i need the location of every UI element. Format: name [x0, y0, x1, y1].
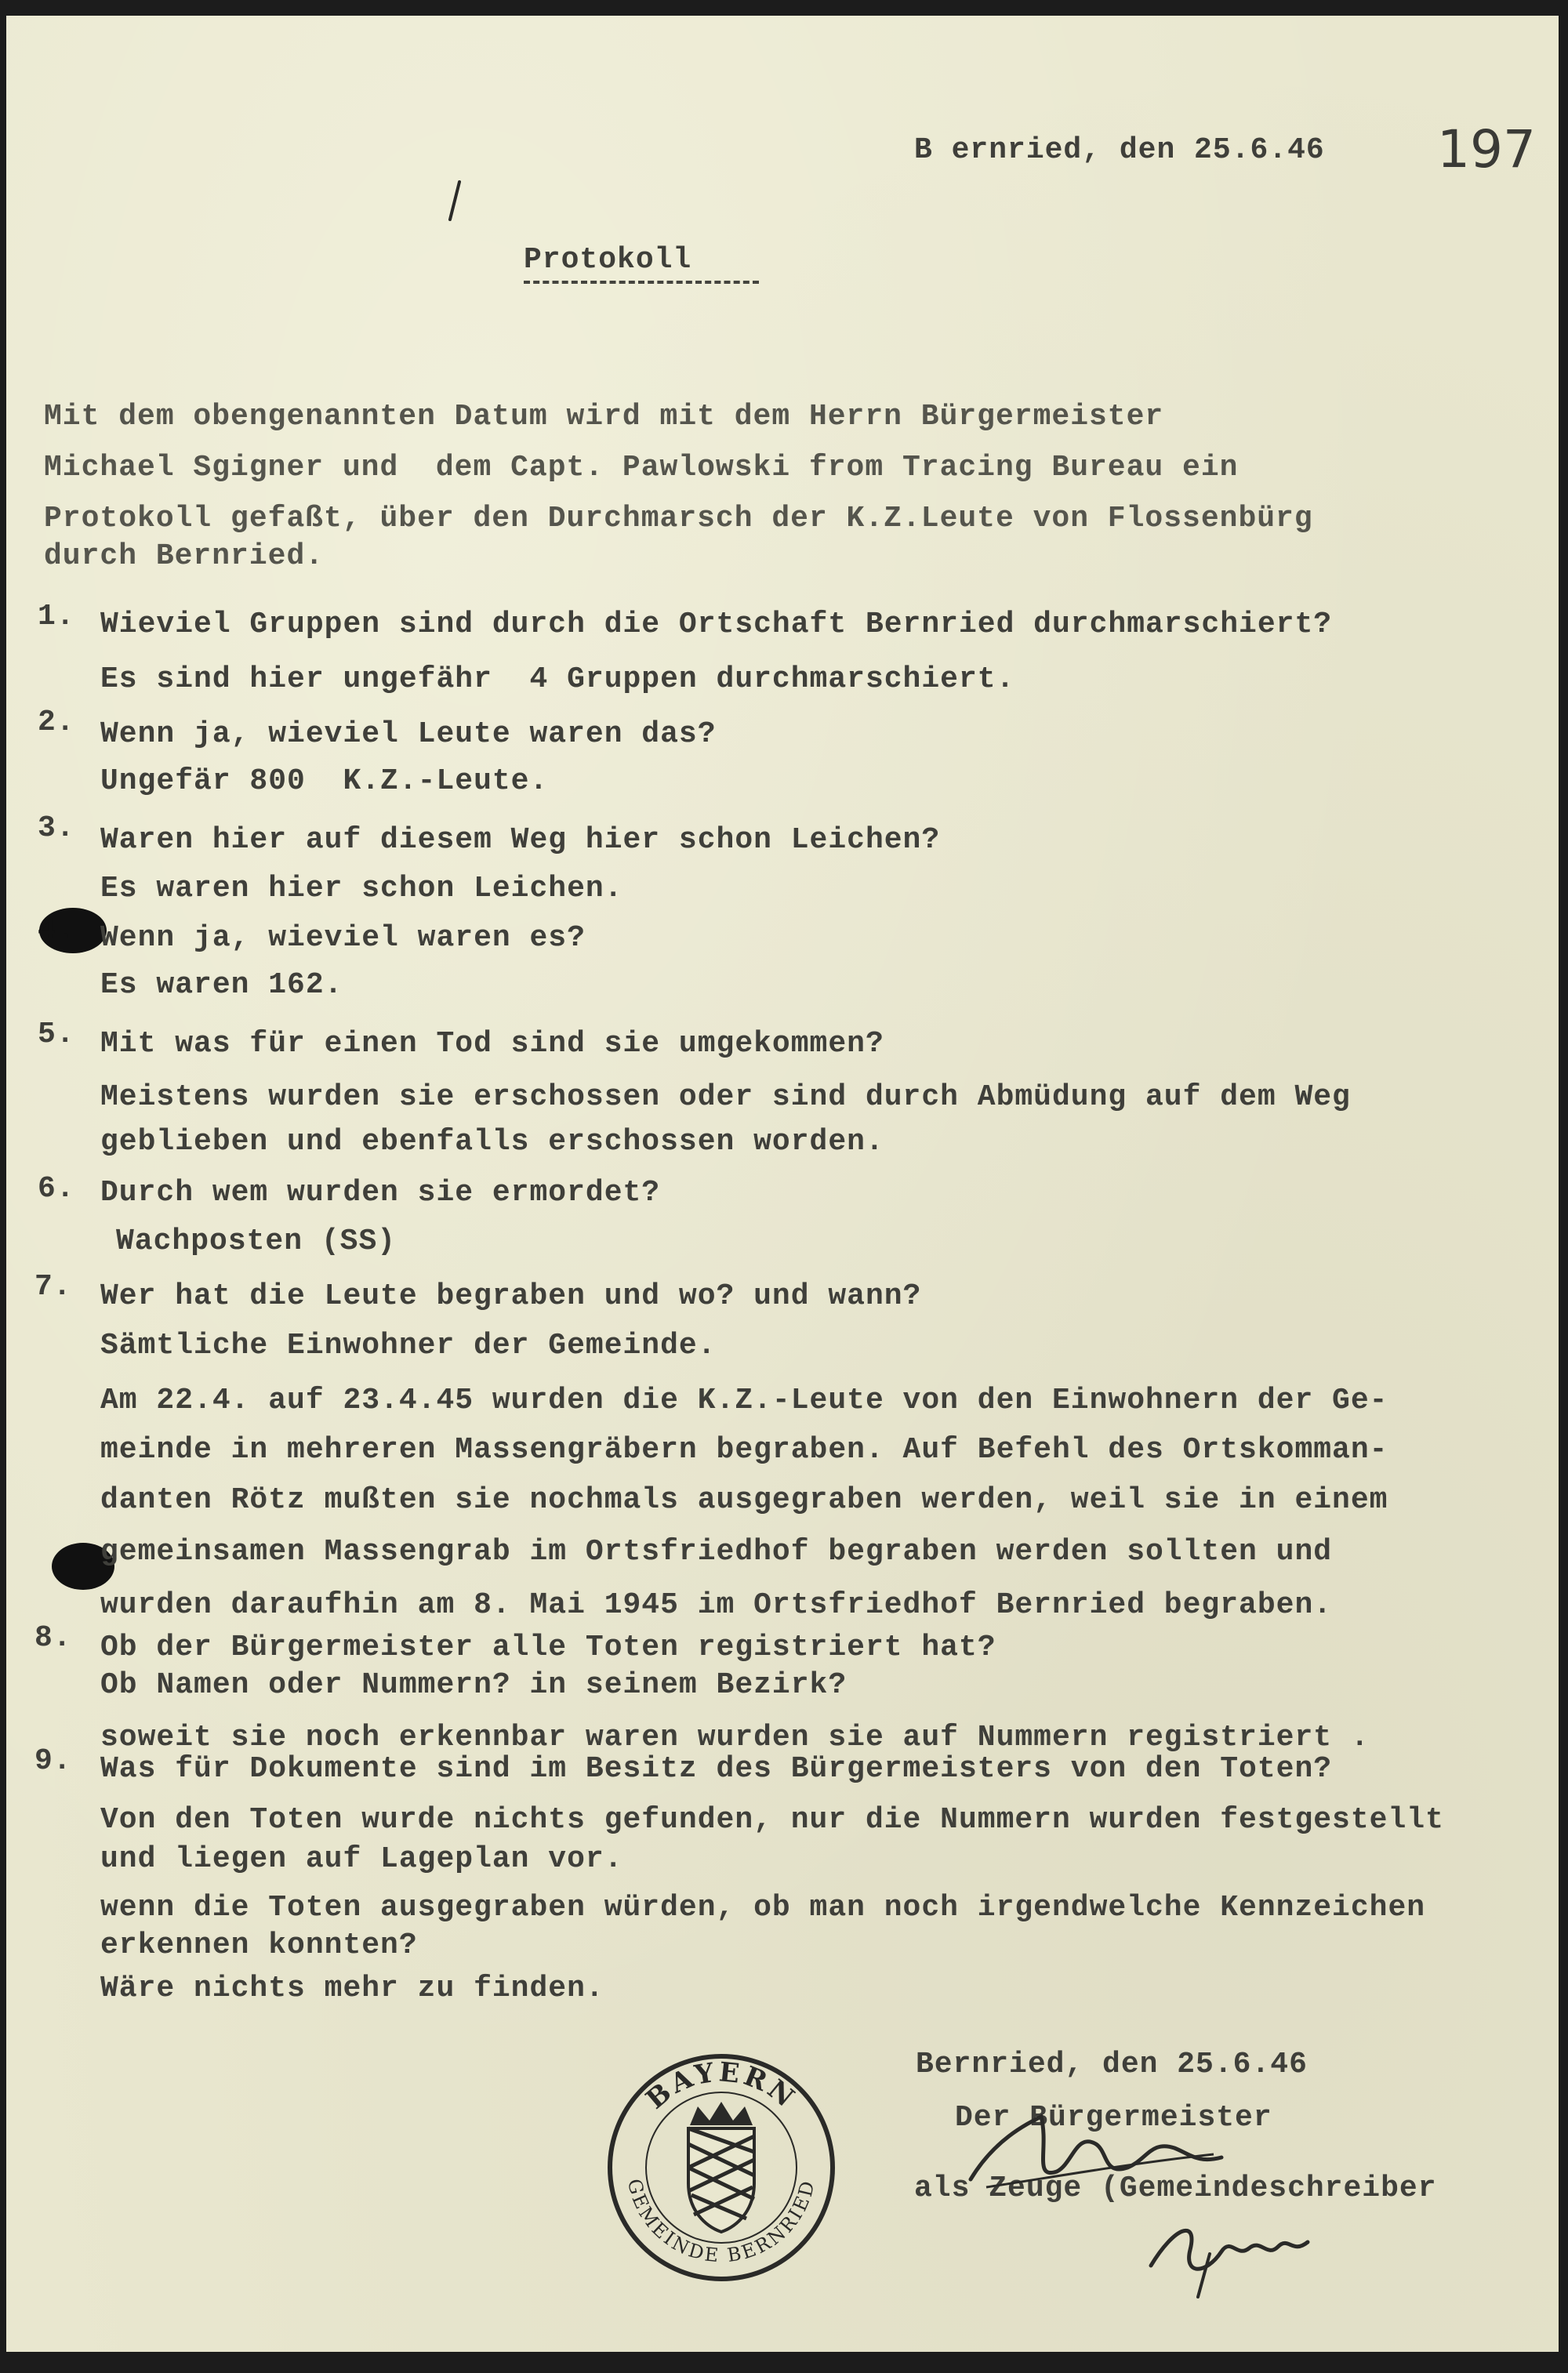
answer-line: danten Rötz mußten sie nochmals ausgegraben werden, weil sie in einem	[100, 1483, 1388, 1517]
question-line: Wenn ja, wieviel waren es?	[100, 921, 586, 955]
question-line: wenn die Toten ausgegraben würden, ob man noch irgendwelche Kennzeichen	[100, 1891, 1426, 1925]
answer-line: geblieben und ebenfalls erschossen worden.	[100, 1125, 884, 1159]
item-number: 8.	[34, 1621, 72, 1655]
question-line: Wieviel Gruppen sind durch die Ortschaft Bernried durchmarschiert?	[100, 608, 1333, 641]
item-number: 1.	[38, 600, 75, 633]
intro-line: durch Bernried.	[44, 539, 325, 573]
question-line: Wer hat die Leute begraben und wo? und wann?	[100, 1279, 922, 1313]
answer-line: und liegen auf Lageplan vor.	[100, 1842, 623, 1876]
pen-mark	[442, 179, 466, 226]
question-line: Wenn ja, wieviel Leute waren das?	[100, 717, 717, 751]
answer-line: Wachposten (SS)	[116, 1225, 397, 1258]
closing-place-date: Bernried, den 25.6.46	[916, 2048, 1308, 2081]
answer-line: Am 22.4. auf 23.4.45 wurden die K.Z.-Leute von den Einwohnern der Ge-	[100, 1384, 1388, 1417]
item-number: 2.	[38, 706, 75, 739]
answer-line: Meistens wurden sie erschossen oder sind durch Abmüdung auf dem Weg	[100, 1080, 1351, 1114]
closing-witness: als Zeuge (Gemeindeschreiber	[914, 2172, 1437, 2205]
item-number: 9.	[34, 1744, 72, 1778]
seal-bottom-text: GEMEINDE BERNRIED	[622, 2176, 820, 2267]
item-number: 4.	[38, 913, 75, 947]
item-number: 5.	[38, 1018, 75, 1051]
place-date-header: B ernried, den 25.6.46	[914, 133, 1325, 167]
seal-top-text: BAYERN	[640, 2056, 803, 2116]
item-number: 7.	[34, 1270, 72, 1304]
item-number: 6.	[38, 1172, 75, 1206]
answer-line: Ungefär 800 K.Z.-Leute.	[100, 764, 549, 798]
intro-line: Mit dem obengenannten Datum wird mit dem Herrn Bürgermeister	[44, 400, 1164, 434]
document-page	[6, 16, 1559, 2352]
answer-line: soweit sie noch erkennbar waren wurden sie auf Nummern registriert .	[100, 1721, 1370, 1754]
question-line: Ob der Bürgermeister alle Toten registriert hat?	[100, 1631, 996, 1664]
answer-line: wurden daraufhin am 8. Mai 1945 im Ortsfriedhof Bernried begraben.	[100, 1588, 1333, 1622]
answer-line: Es sind hier ungefähr 4 Gruppen durchmarschiert.	[100, 662, 1015, 696]
intro-line: Michael Sgigner und dem Capt. Pawlowski from Tracing Bureau ein	[44, 451, 1239, 484]
answer-line: Es waren hier schon Leichen.	[100, 872, 623, 905]
question-line: Waren hier auf diesem Weg hier schon Leichen?	[100, 823, 941, 857]
title-underline	[524, 281, 759, 284]
question-line: erkennen konnten?	[100, 1929, 418, 1962]
answer-line: Es waren 162.	[100, 968, 343, 1002]
question-line: Ob Namen oder Nummern? in seinem Bezirk?	[100, 1668, 848, 1702]
answer-line: Sämtliche Einwohner der Gemeinde.	[100, 1329, 717, 1362]
municipal-seal	[604, 2050, 839, 2285]
question-line: Was für Dokumente sind im Besitz des Bürgermeisters von den Toten?	[100, 1752, 1333, 1786]
question-line: Mit was für einen Tod sind sie umgekommen?	[100, 1027, 884, 1061]
handwritten-signatures	[939, 2070, 1347, 2305]
answer-line: Wäre nichts mehr zu finden.	[100, 1972, 604, 2005]
intro-line: Protokoll gefaßt, über den Durchmarsch der K.Z.Leute von Flossenbürg	[44, 502, 1313, 535]
question-line: Durch wem wurden sie ermordet?	[100, 1176, 661, 1210]
answer-line: Von den Toten wurde nichts gefunden, nur die Nummern wurden festgestellt	[100, 1803, 1444, 1837]
closing-role: Der Bürgermeister	[955, 2101, 1272, 2135]
page-number: 197	[1437, 119, 1536, 180]
answer-line: gemeinsamen Massengrab im Ortsfriedhof begraben werden sollten und	[100, 1535, 1333, 1569]
answer-line: meinde in mehreren Massengräbern begraben. Auf Befehl des Ortskomman-	[100, 1433, 1388, 1467]
item-number: 3.	[38, 811, 75, 845]
document-title: Protokoll	[524, 243, 692, 277]
